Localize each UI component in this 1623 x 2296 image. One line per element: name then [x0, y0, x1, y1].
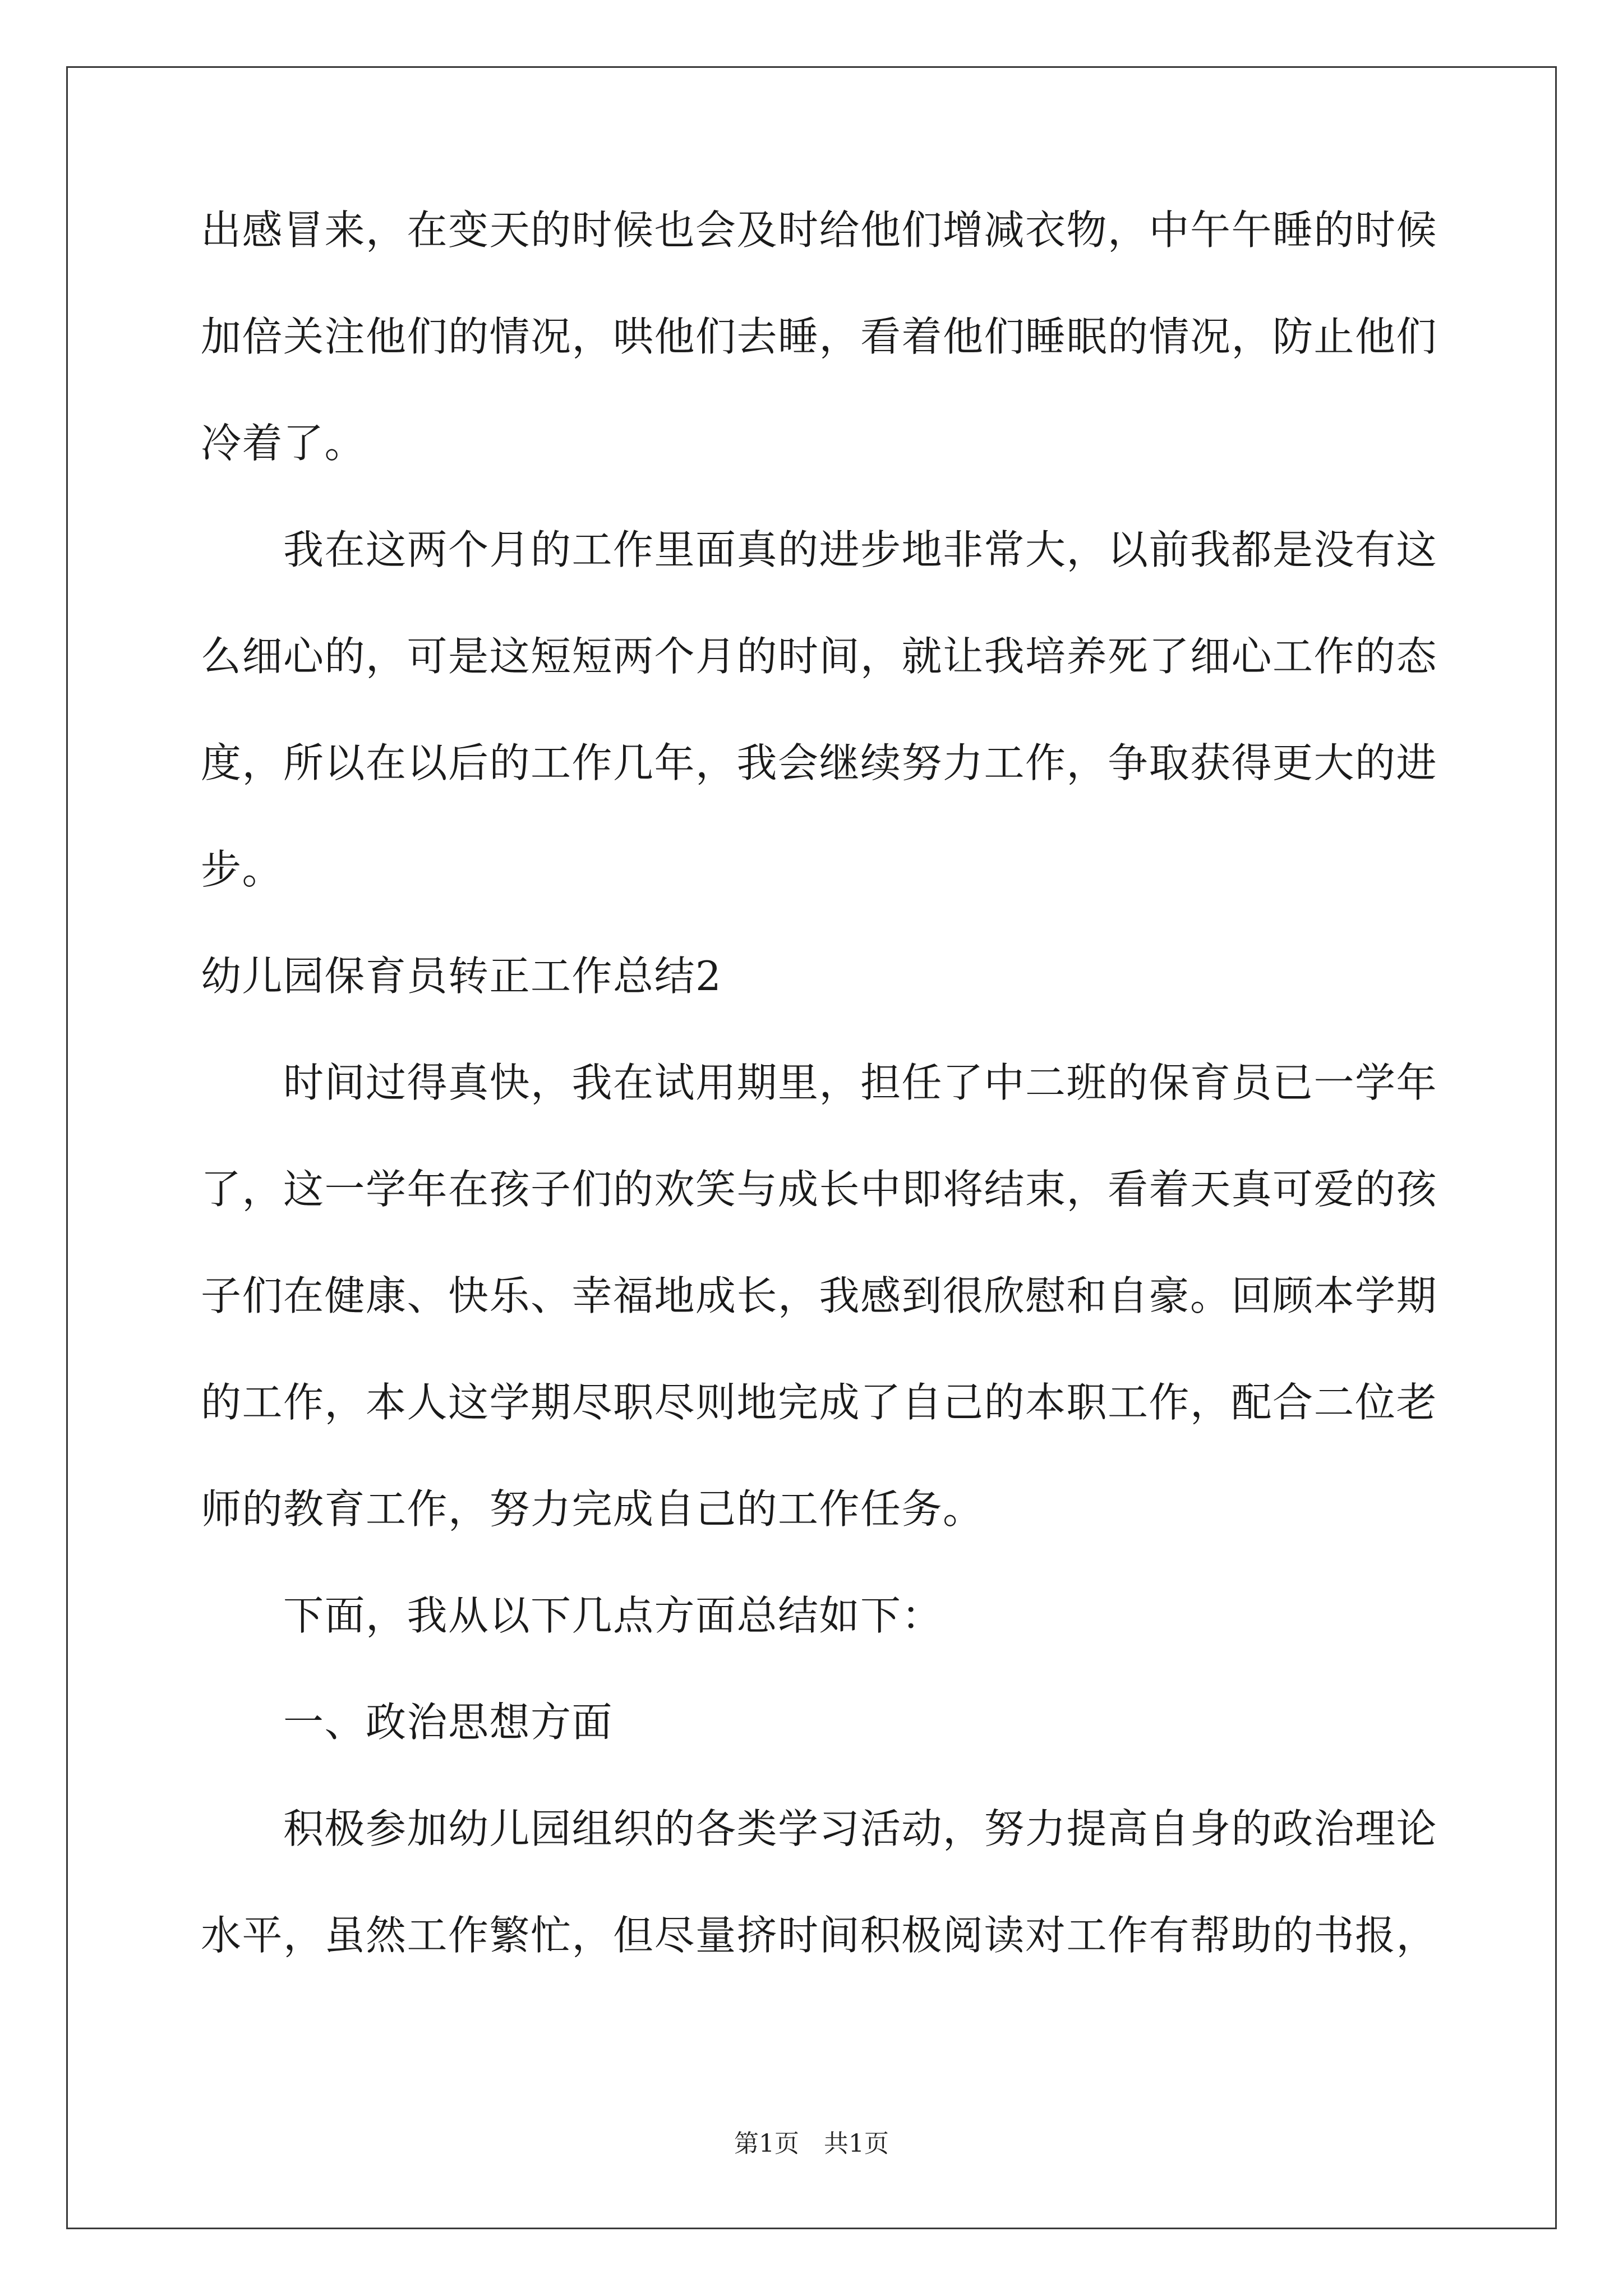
text-line: 度，所以在以后的工作几年，我会继续努力工作，争取获得更大的进 [201, 739, 1438, 786]
page-number: 第1页 [734, 2129, 799, 2158]
text-line: 的工作，本人这学期尽职尽则地完成了自己的本职工作，配合二位老 [201, 1379, 1438, 1426]
text-line: 么细心的，可是这短短两个月的时间，就让我培养死了细心工作的态 [201, 633, 1438, 680]
text-line: 冷着了。 [201, 420, 366, 467]
text-line: 步。 [201, 846, 284, 893]
text-line: 下面，我从以下几点方面总结如下： [201, 1592, 943, 1639]
text-line: 加倍关注他们的情况，哄他们去睡，看着他们睡眠的情况，防止他们 [201, 313, 1438, 360]
text-line: 水平，虽然工作繁忙，但尽量挤时间积极阅读对工作有帮助的书报， [201, 1912, 1438, 1959]
page-frame [66, 66, 1557, 2229]
text-line: 我在这两个月的工作里面真的进步地非常大，以前我都是没有这 [201, 526, 1438, 573]
section-heading: 幼儿园保育员转正工作总结2 [201, 953, 722, 1000]
subheading: 一、政治思想方面 [201, 1699, 614, 1746]
text-line: 出感冒来，在变天的时候也会及时给他们增减衣物，中午午睡的时候 [201, 206, 1438, 254]
text-line: 子们在健康、快乐、幸福地成长，我感到很欣慰和自豪。回顾本学期 [201, 1272, 1438, 1319]
page-footer [0, 2127, 1623, 2161]
page-total: 共1页 [824, 2129, 889, 2158]
text-line: 了，这一学年在孩子们的欢笑与成长中即将结束，看着天真可爱的孩 [201, 1166, 1438, 1213]
text-line: 师的教育工作，努力完成自己的工作任务。 [201, 1485, 984, 1533]
text-line: 时间过得真快，我在试用期里，担任了中二班的保育员已一学年 [201, 1059, 1438, 1106]
text-line: 积极参加幼儿园组织的各类学习活动，努力提高自身的政治理论 [201, 1805, 1438, 1852]
